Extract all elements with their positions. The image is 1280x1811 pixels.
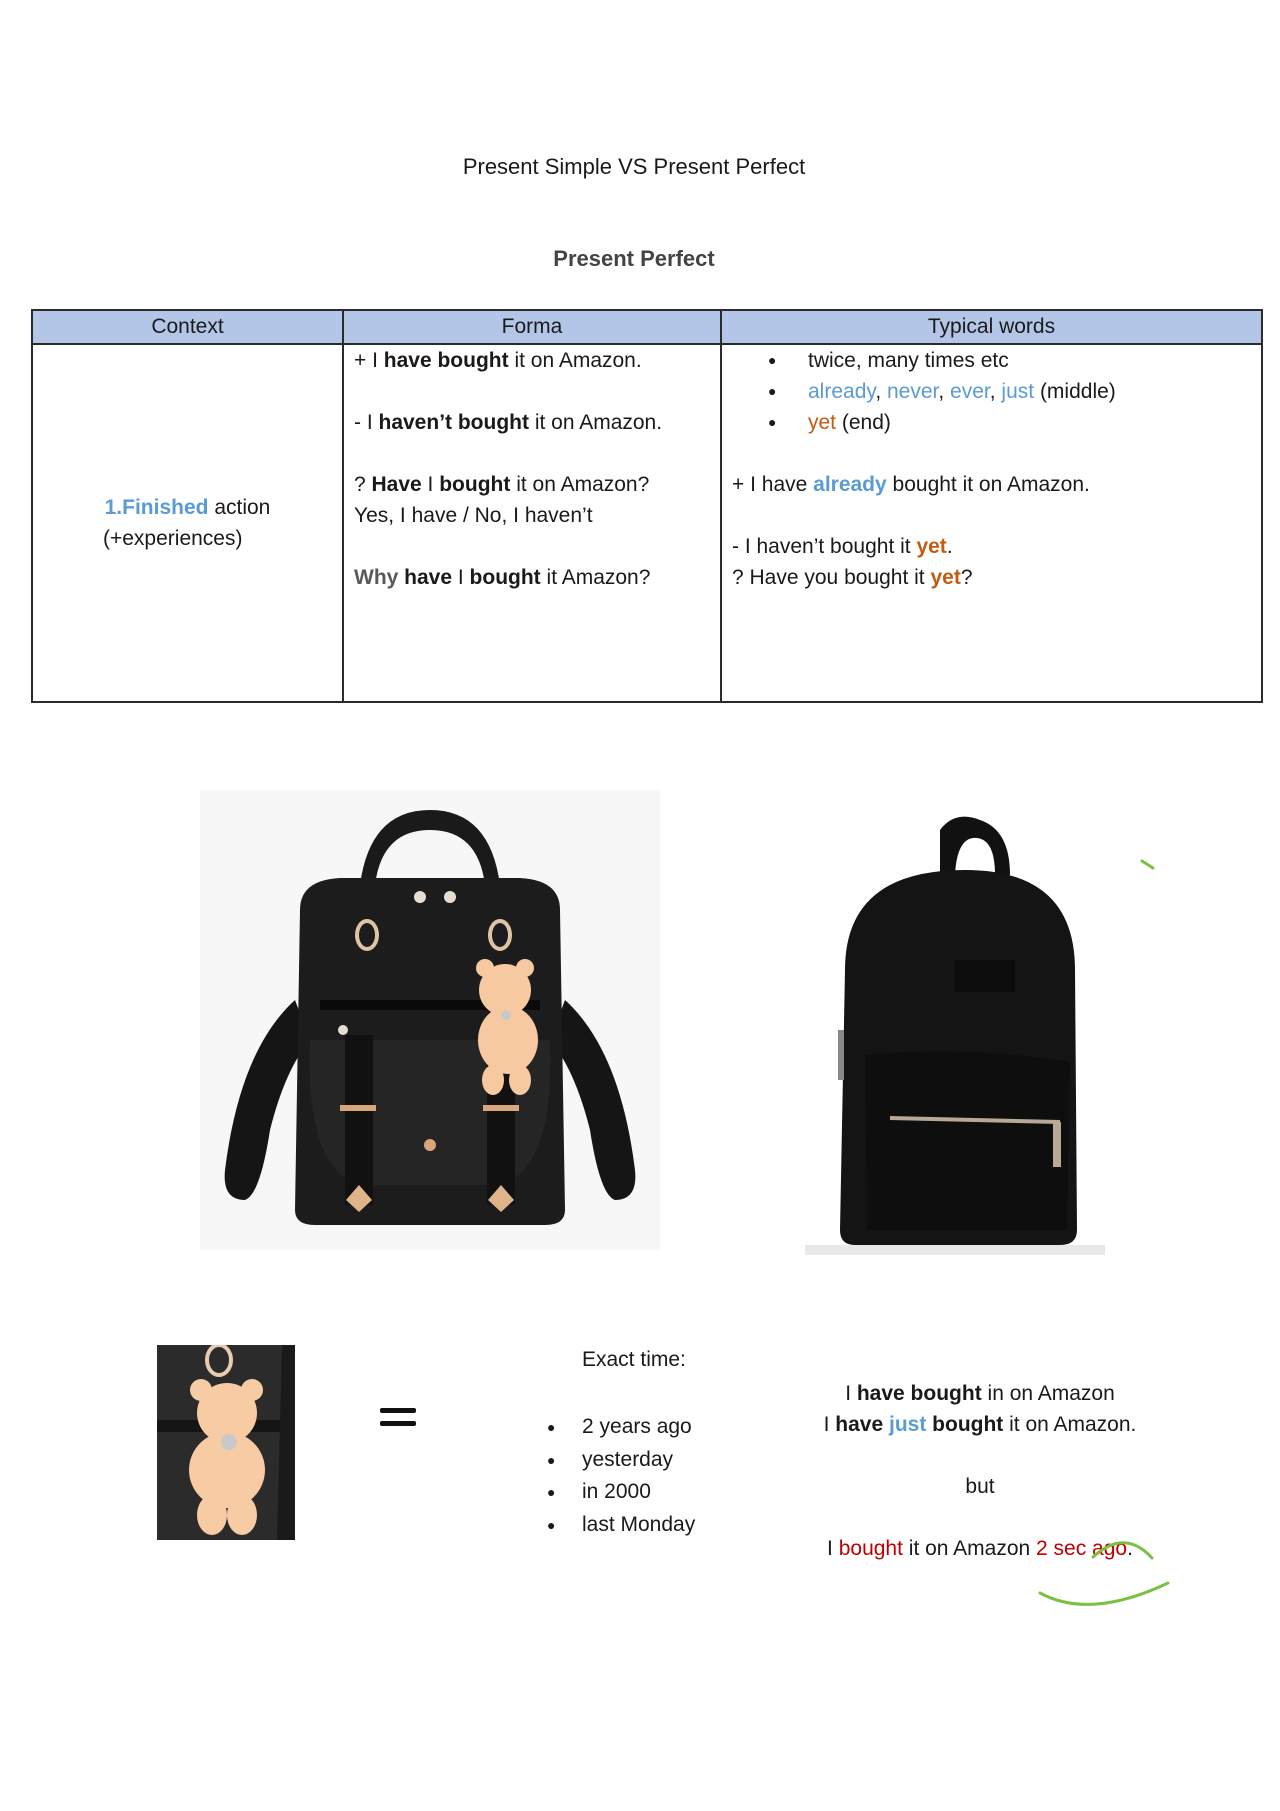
example-negative (732, 531, 1251, 562)
list-item: ● last Monday (582, 1509, 695, 1542)
verb: bought (838, 1537, 903, 1560)
verb: haven’t bought (378, 411, 529, 434)
text: I (421, 473, 440, 496)
text: it Amazon? (540, 566, 651, 589)
annotation-stroke (1140, 858, 1156, 872)
forma-cell (343, 344, 721, 702)
text: ? (354, 473, 372, 496)
verb: bought (469, 566, 541, 589)
verb: have bought (856, 1382, 982, 1405)
verb: bought (926, 1413, 1004, 1436)
typical-words-list (732, 345, 1251, 438)
teddy-bear-keychain-image (157, 1345, 295, 1540)
plain-backpack-image (805, 800, 1105, 1255)
text: it on Amazon. (508, 349, 642, 372)
comparison-connector: but (965, 1475, 995, 1498)
document-title: Present Simple VS Present Perfect (462, 154, 806, 179)
text: ? (960, 566, 973, 589)
aux: have (835, 1413, 884, 1436)
keyword: just (1001, 380, 1035, 403)
text: bought it on Amazon. (886, 473, 1090, 496)
text: + I (354, 349, 384, 372)
keyword: ever (950, 380, 990, 403)
context-line2: (+experiences) (103, 527, 243, 550)
wh-word: Why (354, 566, 399, 589)
text: I (845, 1382, 857, 1405)
text: . (946, 535, 953, 558)
forma-short-answers: Yes, I have / No, I haven’t (354, 504, 593, 527)
context-number-label: 1.Finished (104, 496, 209, 519)
note: (end) (836, 411, 891, 434)
header-typical-words: Typical words (721, 310, 1262, 344)
text: it on Amazon? (510, 473, 650, 496)
backpack-with-teddy-image (200, 790, 660, 1250)
comparison-line1 (760, 1378, 1200, 1409)
note: (middle) (1034, 380, 1116, 403)
forma-negative (354, 407, 710, 438)
text: - I haven’t bought it (732, 535, 917, 558)
verb: have bought (383, 349, 509, 372)
annotation-arcs (1030, 1530, 1180, 1620)
forma-affirmative (354, 345, 710, 376)
text: it on Amazon. (529, 411, 663, 434)
exact-time-label: Exact time: (582, 1348, 686, 1371)
text: + I have (732, 473, 814, 496)
list-item: ● twice, many times etc (808, 345, 1251, 376)
text: in on Amazon (981, 1382, 1115, 1405)
text: it on Amazon (902, 1537, 1037, 1560)
keyword: yet (808, 411, 837, 434)
text: it on Amazon. (1003, 1413, 1137, 1436)
comparison-line2 (760, 1409, 1200, 1440)
list-item: ● 2 years ago (582, 1411, 695, 1444)
aux: Have (371, 473, 422, 496)
header-context: Context (32, 310, 343, 344)
present-perfect-table (31, 309, 1263, 703)
section-title: Present Perfect (553, 246, 715, 271)
table-row (32, 344, 1262, 702)
sep: , (989, 380, 1002, 403)
sep: , (875, 380, 887, 403)
exact-time-list (582, 1411, 695, 1541)
text: I (452, 566, 470, 589)
table-header-row (32, 310, 1262, 344)
list-item (808, 407, 1251, 438)
keyword: just (883, 1413, 927, 1436)
time-expression: 2 sec ago (1036, 1537, 1128, 1560)
list-item: ● in 2000 (582, 1476, 695, 1509)
text: I (827, 1537, 839, 1560)
example-affirmative (732, 469, 1251, 500)
comparison-perfect (760, 1378, 1200, 1440)
list-item: ● yesterday (582, 1444, 695, 1477)
text: . (1127, 1537, 1133, 1560)
keyword: never (887, 380, 939, 403)
keyword: already (808, 380, 876, 403)
keyword: yet (930, 566, 961, 589)
verb: bought (439, 473, 511, 496)
context-text: action (208, 496, 271, 519)
sep: , (938, 380, 951, 403)
context-line1 (43, 492, 332, 523)
keyword: already (813, 473, 887, 496)
forma-question (354, 469, 710, 500)
text: I (823, 1413, 836, 1436)
aux: have (398, 566, 453, 589)
text: ? Have you bought it (732, 566, 931, 589)
context-cell (32, 344, 343, 702)
typical-words-cell (721, 344, 1262, 702)
equals-sign (380, 1408, 416, 1434)
example-question (732, 562, 1251, 593)
forma-wh-question (354, 562, 710, 593)
list-item (808, 376, 1251, 407)
header-forma: Forma (343, 310, 721, 344)
keyword: yet (916, 535, 947, 558)
text: - I (354, 411, 379, 434)
